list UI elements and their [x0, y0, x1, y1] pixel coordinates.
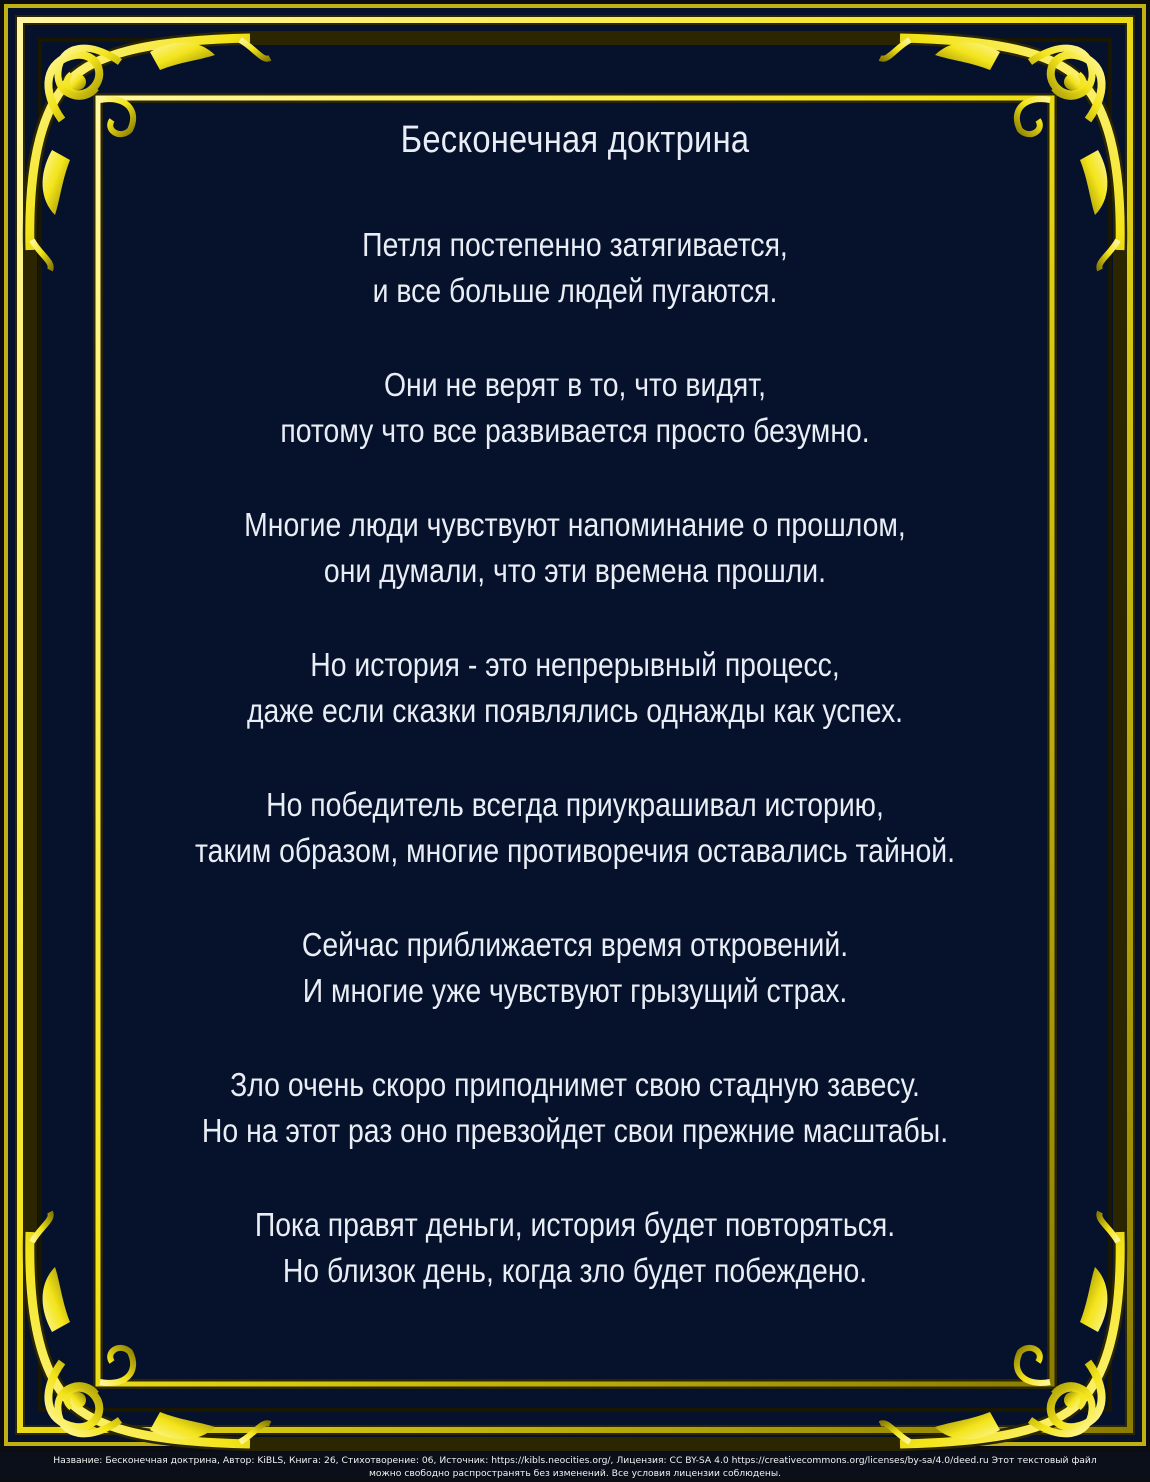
poem-line: Многие люди чувствуют напоминание о прошлом,: [244, 505, 906, 543]
poem-line: они думали, что эти времена прошли.: [323, 551, 827, 589]
poem-line: Петля постепенно затягивается,: [362, 225, 788, 263]
poem-line: таким образом, многие противоречия оставались тайной.: [195, 831, 955, 869]
poem-line: Сейчас приближается время откровений.: [301, 925, 849, 963]
footer-line: можно свободно распространять без изменений. Все условия лицензии соблюдены.: [368, 1468, 782, 1479]
poem-line: Они не верят в то, что видят,: [383, 365, 767, 403]
footer-line: Название: Бесконечная доктрина, Автор: KiBLS, Книга: 26, Стихотворение: 06, Источник: https://kibls.neocities.org/, Лицензия: CC BY-SA 4.0 https://creativecommons.org/licenses/by-sa/4.0/deed.ru Этот текстовый файл: [53, 1455, 1097, 1466]
stanza: [120, 782, 1030, 874]
poem-line: Но победитель всегда приукрашивал историю,: [266, 785, 884, 823]
stanza: [120, 642, 1030, 734]
poem-line: Но близок день, когда зло будет побеждено.: [282, 1251, 868, 1289]
poem-title: Бесконечная доктрина: [400, 119, 750, 161]
stanza: [120, 1202, 1030, 1294]
poem-line: и все больше людей пугаются.: [372, 271, 778, 309]
poem-line: Но на этот раз оно превзойдет свои прежние масштабы.: [201, 1111, 949, 1149]
poem-line: Но история - это непрерывный процесс,: [310, 645, 840, 683]
stanza: [120, 922, 1030, 1014]
poem-line: Пока правят деньги, история будет повторяться.: [254, 1205, 896, 1243]
poem-line: И многие уже чувствуют грызущий страх.: [302, 971, 848, 1009]
stanza: [120, 1062, 1030, 1154]
poem-line: потому что все развивается просто безумно.: [280, 411, 870, 449]
stanza: [120, 502, 1030, 594]
stanza: [120, 222, 1030, 314]
stanza: [120, 362, 1030, 454]
license-footer: [0, 1452, 1150, 1480]
poem-line: даже если сказки появлялись однажды как успех.: [246, 691, 904, 729]
poem: [120, 118, 1030, 1342]
poem-line: Зло очень скоро приподнимет свою стадную завесу.: [230, 1065, 920, 1103]
